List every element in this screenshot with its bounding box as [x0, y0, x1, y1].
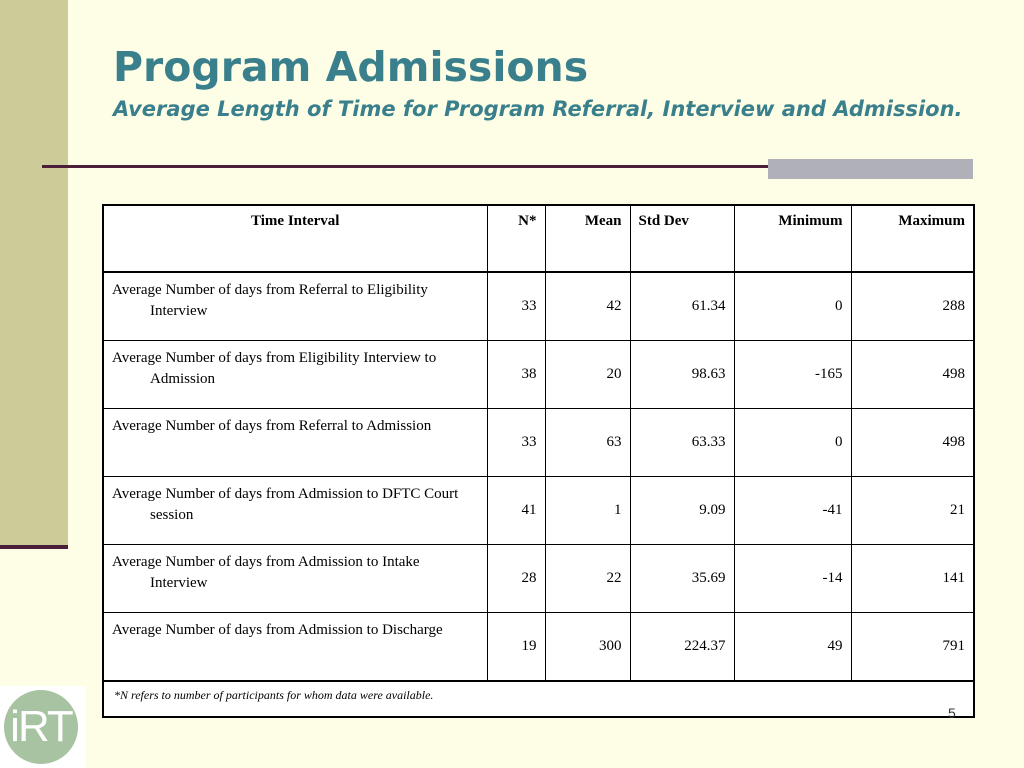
- mean-cell: 42: [545, 272, 630, 341]
- std-dev-cell: 61.34: [630, 272, 734, 341]
- maximum-cell: 498: [851, 409, 974, 477]
- mean-cell: 1: [545, 477, 630, 545]
- row-label-cell: [103, 341, 487, 409]
- table-row: [103, 409, 974, 477]
- table-header-row: [103, 205, 974, 272]
- n-cell: 33: [487, 272, 545, 341]
- row-label: Average Number of days from Referral to Admission: [112, 418, 432, 434]
- std-dev-cell: 224.37: [630, 613, 734, 682]
- table-row: [103, 477, 974, 545]
- row-label-cell: [103, 545, 487, 613]
- n-cell: 33: [487, 409, 545, 477]
- table-row: [103, 341, 974, 409]
- column-header-time-interval: Time Interval: [103, 205, 487, 272]
- column-header-std-dev: Std Dev: [630, 205, 734, 272]
- n-cell: 19: [487, 613, 545, 682]
- minimum-cell: 0: [734, 272, 851, 341]
- header-divider: [42, 165, 782, 168]
- irt-logo-circle: iRT: [4, 690, 78, 764]
- row-label-cell: [103, 477, 487, 545]
- maximum-cell: 21: [851, 477, 974, 545]
- minimum-cell: -14: [734, 545, 851, 613]
- row-label: Average Number of days from Admission to Discharge: [112, 622, 443, 638]
- table-row: [103, 613, 974, 682]
- table-footnote-row: [103, 681, 974, 717]
- n-cell: 41: [487, 477, 545, 545]
- table-row: [103, 545, 974, 613]
- minimum-cell: -41: [734, 477, 851, 545]
- row-label: Average Number of days from Eligibility Interview to Admission: [112, 350, 437, 387]
- mean-cell: 63: [545, 409, 630, 477]
- header-accent-block: [768, 159, 973, 179]
- irt-logo: [0, 686, 86, 768]
- std-dev-cell: 35.69: [630, 545, 734, 613]
- minimum-cell: -165: [734, 341, 851, 409]
- row-label: Average Number of days from Referral to Eligibility Interview: [112, 282, 428, 319]
- mean-cell: 22: [545, 545, 630, 613]
- mean-cell: 20: [545, 341, 630, 409]
- maximum-cell: 141: [851, 545, 974, 613]
- admissions-table: [102, 204, 975, 718]
- table-footnote: *N refers to number of participants for whom data were available.: [103, 681, 974, 717]
- maximum-cell: 791: [851, 613, 974, 682]
- n-cell: 38: [487, 341, 545, 409]
- row-label: Average Number of days from Admission to Intake Interview: [112, 554, 420, 591]
- std-dev-cell: 63.33: [630, 409, 734, 477]
- row-label-cell: [103, 272, 487, 341]
- column-header-maximum: Maximum: [851, 205, 974, 272]
- left-decorative-bar: [0, 0, 68, 548]
- page-title: Program Admissions: [113, 43, 589, 91]
- row-label-cell: [103, 613, 487, 682]
- page-subtitle: Average Length of Time for Program Referral, Interview and Admission.: [113, 97, 963, 121]
- page-number: 5: [948, 705, 956, 721]
- left-bar-rule: [0, 545, 68, 549]
- n-cell: 28: [487, 545, 545, 613]
- mean-cell: 300: [545, 613, 630, 682]
- column-header-n: N*: [487, 205, 545, 272]
- row-label-cell: [103, 409, 487, 477]
- minimum-cell: 0: [734, 409, 851, 477]
- minimum-cell: 49: [734, 613, 851, 682]
- std-dev-cell: 98.63: [630, 341, 734, 409]
- maximum-cell: 288: [851, 272, 974, 341]
- column-header-minimum: Minimum: [734, 205, 851, 272]
- std-dev-cell: 9.09: [630, 477, 734, 545]
- maximum-cell: 498: [851, 341, 974, 409]
- column-header-mean: Mean: [545, 205, 630, 272]
- table-row: [103, 272, 974, 341]
- row-label: Average Number of days from Admission to DFTC Court session: [112, 486, 459, 523]
